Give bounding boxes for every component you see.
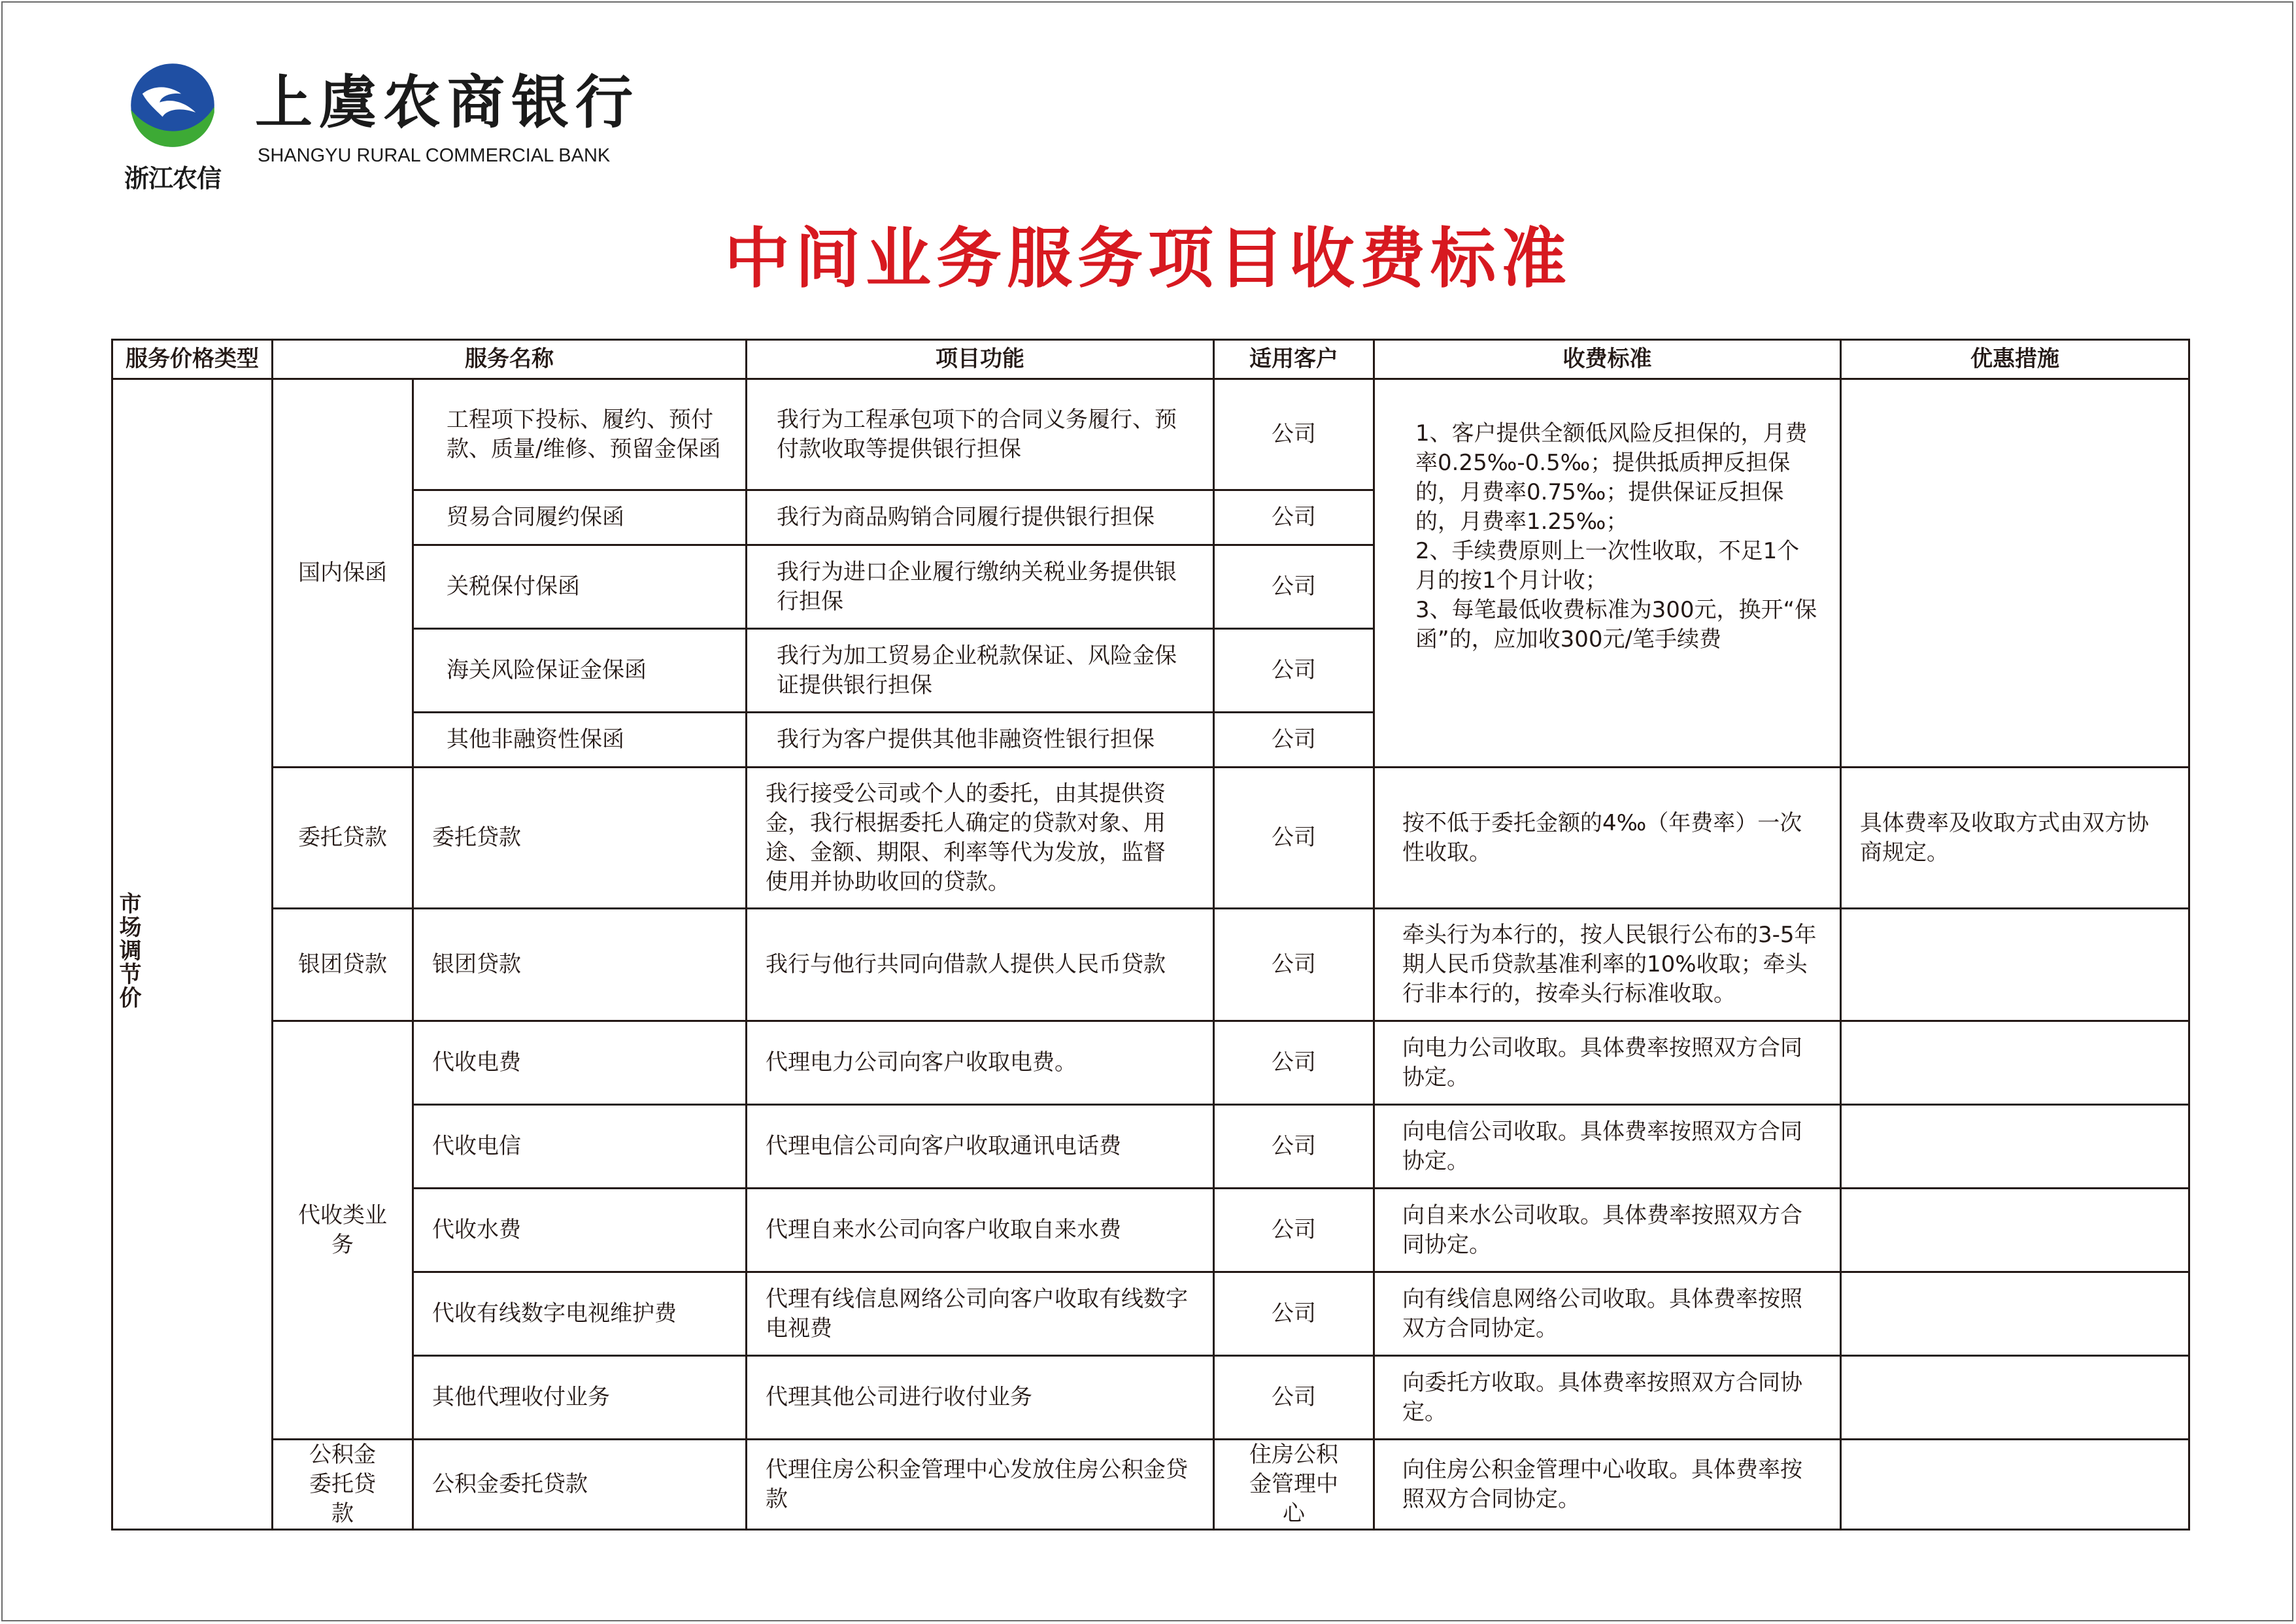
discount-cell: [1841, 909, 2189, 1021]
customer-cell: 公司: [1214, 909, 1374, 1021]
header-discount: 优惠措施: [1841, 340, 2189, 379]
discount-cell: [1841, 1440, 2189, 1530]
bank-logo-icon: [129, 62, 216, 148]
group-label: 国内保函: [273, 379, 413, 768]
customer-cell: 公司: [1214, 768, 1374, 909]
function-text: 代理有线信息网络公司向客户收取有线数字电视费: [747, 1272, 1214, 1356]
fee-standard-cell: 牵头行为本行的，按人民银行公布的3-5年期人民币贷款基准利率的10%收取；牵头行非本行的，按牵头行标准收取。: [1374, 909, 1841, 1021]
service-name: 其他非融资性保函: [413, 713, 747, 768]
function-text: 代理电信公司向客户收取通讯电话费: [747, 1105, 1214, 1189]
customer-cell: 公司: [1214, 629, 1374, 713]
function-text: 代理其他公司进行收付业务: [747, 1356, 1214, 1440]
service-name: 代收电费: [413, 1021, 747, 1105]
customer-cell: 公司: [1214, 713, 1374, 768]
service-name: 公积金委托贷款: [413, 1440, 747, 1530]
customer-cell: 公司: [1214, 490, 1374, 545]
table-row: [112, 1272, 2189, 1356]
service-name: 银团贷款: [413, 909, 747, 1021]
discount-cell: 具体费率及收取方式由双方协商规定。: [1841, 768, 2189, 909]
customer-cell: 公司: [1214, 1105, 1374, 1189]
customer-cell: 公司: [1214, 1356, 1374, 1440]
function-text: 代理住房公积金管理中心发放住房公积金贷款: [747, 1440, 1214, 1530]
fee-standard-cell: 1、客户提供全额低风险反担保的，月费率0.25‰-0.5‰；提供抵质押反担保的，月费率0.75‰；提供保证反担保的，月费率1.25‰； 2、手续费原则上一次性收取，不足1个月的按1个月计收； 3、每笔最低收费标准为300元，换开“保函”的，应加收300元/笔手续费: [1374, 379, 1841, 768]
customer-cell: 公司: [1214, 1189, 1374, 1272]
header-customer: 适用客户: [1214, 340, 1374, 379]
function-text: 我行接受公司或个人的委托，由其提供资金，我行根据委托人确定的贷款对象、用途、金额、期限、利率等代为发放，监督使用并协助收回的贷款。: [747, 768, 1214, 909]
fee-standard-cell: 向委托方收取。具体费率按照双方合同协定。: [1374, 1356, 1841, 1440]
table-header-row: [112, 340, 2189, 379]
table-row: [112, 1105, 2189, 1189]
header-function: 项目功能: [747, 340, 1214, 379]
group-label: 委托贷款: [273, 768, 413, 909]
function-text: 我行为商品购销合同履行提供银行担保: [747, 490, 1214, 545]
table-row: [112, 379, 2189, 490]
fee-table: [111, 339, 2190, 1531]
fee-standard-cell: 向有线信息网络公司收取。具体费率按照双方合同协定。: [1374, 1272, 1841, 1356]
bank-name-en: SHANGYU RURAL COMMERCIAL BANK: [258, 145, 611, 166]
customer-cell: 公司: [1214, 379, 1374, 490]
discount-cell: [1841, 1272, 2189, 1356]
fee-standard-cell: 向自来水公司收取。具体费率按照双方合同协定。: [1374, 1189, 1841, 1272]
function-text: 我行为工程承包项下的合同义务履行、预付款收取等提供银行担保: [747, 379, 1214, 490]
discount-cell: [1841, 1356, 2189, 1440]
fee-standard-cell: 向住房公积金管理中心收取。具体费率按照双方合同协定。: [1374, 1440, 1841, 1530]
customer-cell: 公司: [1214, 1021, 1374, 1105]
service-name: 代收水费: [413, 1189, 747, 1272]
service-name: 代收有线数字电视维护费: [413, 1272, 747, 1356]
table-row: [112, 1021, 2189, 1105]
function-text: 我行与他行共同向借款人提供人民币贷款: [747, 909, 1214, 1021]
header-price-type: 服务价格类型: [112, 340, 273, 379]
service-name: 代收电信: [413, 1105, 747, 1189]
fee-standard-cell: 按不低于委托金额的4‰（年费率）一次性收取。: [1374, 768, 1841, 909]
category-cell: [112, 379, 273, 1530]
customer-cell: 住房公积金管理中心: [1214, 1440, 1374, 1530]
table-row: [112, 909, 2189, 1021]
function-text: 代理电力公司向客户收取电费。: [747, 1021, 1214, 1105]
discount-cell: [1841, 1021, 2189, 1105]
service-name: 海关风险保证金保函: [413, 629, 747, 713]
table-row: [112, 768, 2189, 909]
function-text: 代理自来水公司向客户收取自来水费: [747, 1189, 1214, 1272]
discount-cell: [1841, 1189, 2189, 1272]
table-row: [112, 1356, 2189, 1440]
logo-subtitle: 浙江农信: [124, 164, 222, 193]
table-row: [112, 1189, 2189, 1272]
group-label: 公积金委托贷款: [273, 1440, 413, 1530]
category-label: 市场调节价: [115, 891, 141, 1009]
group-label: 代收类业务: [273, 1021, 413, 1440]
function-text: 我行为客户提供其他非融资性银行担保: [747, 713, 1214, 768]
function-text: 我行为进口企业履行缴纳关税业务提供银行担保: [747, 545, 1214, 629]
service-name: 其他代理收付业务: [413, 1356, 747, 1440]
service-name: 委托贷款: [413, 768, 747, 909]
fee-standard-cell: 向电力公司收取。具体费率按照双方合同协定。: [1374, 1021, 1841, 1105]
service-name: 工程项下投标、履约、预付款、质量/维修、预留金保函: [413, 379, 747, 490]
fee-standard-cell: 向电信公司收取。具体费率按照双方合同协定。: [1374, 1105, 1841, 1189]
document-title: 中间业务服务项目收费标准: [724, 220, 1572, 297]
header-service-name: 服务名称: [273, 340, 747, 379]
customer-cell: 公司: [1214, 545, 1374, 629]
customer-cell: 公司: [1214, 1272, 1374, 1356]
service-name: 贸易合同履约保函: [413, 490, 747, 545]
discount-cell: [1841, 379, 2189, 768]
discount-cell: [1841, 1105, 2189, 1189]
function-text: 我行为加工贸易企业税款保证、风险金保证提供银行担保: [747, 629, 1214, 713]
bank-name-cn: 上虞农商银行: [255, 68, 640, 136]
table-row: [112, 1440, 2189, 1530]
group-label: 银团贷款: [273, 909, 413, 1021]
header-fee: 收费标准: [1374, 340, 1841, 379]
service-name: 关税保付保函: [413, 545, 747, 629]
